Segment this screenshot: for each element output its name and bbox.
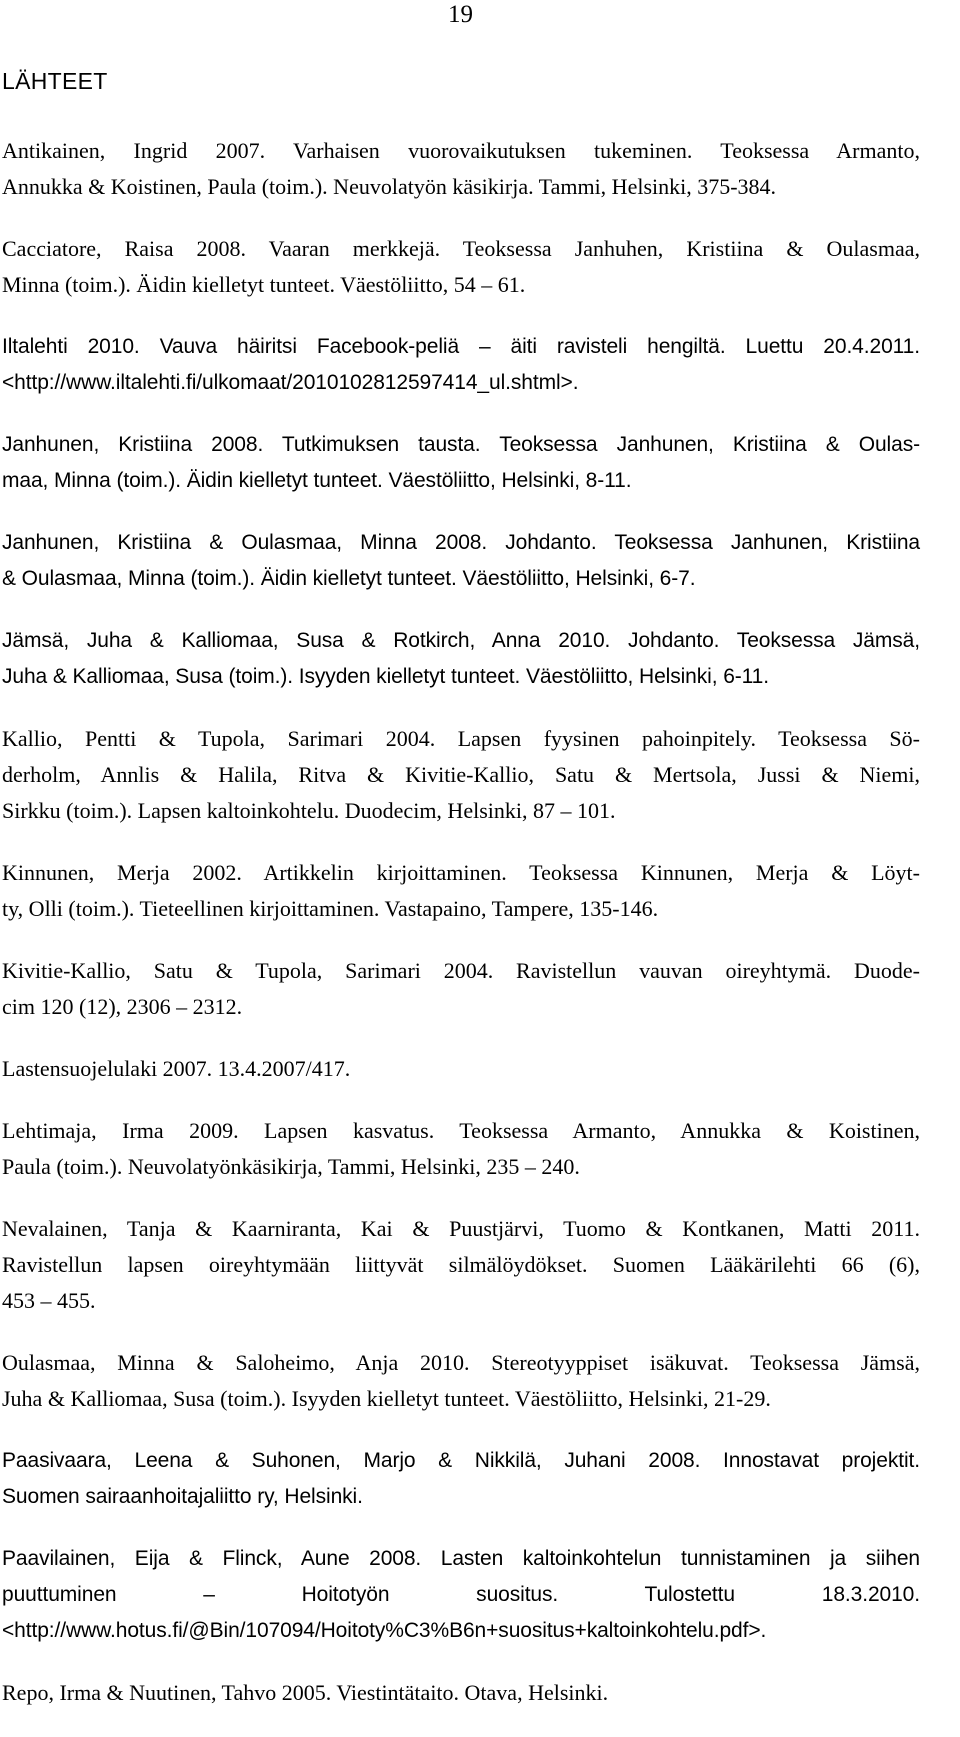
- reference-entry: [2, 623, 920, 695]
- reference-list: [2, 133, 920, 1737]
- reference-entry: [2, 953, 920, 1025]
- reference-line: Paavilainen, Eija & Flinck, Aune 2008. Lasten kaltoinkohtelun tunnistaminen ja siihen: [2, 1547, 920, 1570]
- reference-line: Juha & Kalliomaa, Susa (toim.). Isyyden kielletyt tunteet. Väestöliitto, Helsinki, 21-29.: [2, 1386, 771, 1411]
- reference-line: Antikainen, Ingrid 2007. Varhaisen vuorovaikutuksen tukeminen. Teoksessa Armanto,: [2, 138, 920, 163]
- reference-line: Paula (toim.). Neuvolatyönkäsikirja, Tammi, Helsinki, 235 – 240.: [2, 1154, 580, 1179]
- reference-entry: [2, 1675, 920, 1711]
- section-heading: LÄHTEET: [2, 68, 108, 94]
- reference-line: Lehtimaja, Irma 2009. Lapsen kasvatus. Teoksessa Armanto, Annukka & Koistinen,: [2, 1118, 920, 1143]
- reference-entry: [2, 1211, 920, 1319]
- reference-line: cim 120 (12), 2306 – 2312.: [2, 994, 243, 1019]
- reference-entry: [2, 1541, 920, 1649]
- reference-line: derholm, Annlis & Halila, Ritva & Kivitie-Kallio, Satu & Mertsola, Jussi & Niemi,: [2, 762, 920, 787]
- reference-line: Ravistellun lapsen oireyhtymään liittyvät silmälöydökset. Suomen Lääkärilehti 66 (6),: [2, 1252, 920, 1277]
- reference-line: Janhunen, Kristiina 2008. Tutkimuksen tausta. Teoksessa Janhunen, Kristiina & Oulas-: [2, 433, 920, 456]
- reference-entry: [2, 427, 920, 499]
- page-number: 19: [448, 1, 473, 28]
- reference-line: Sirkku (toim.). Lapsen kaltoinkohtelu. Duodecim, Helsinki, 87 – 101.: [2, 798, 616, 823]
- reference-entry: [2, 525, 920, 597]
- reference-line: Iltalehti 2010. Vauva häiritsi Facebook-peliä – äiti ravisteli hengiltä. Luettu 20.4.2011.: [2, 335, 920, 358]
- reference-entry: [2, 721, 920, 829]
- reference-entry: [2, 1345, 920, 1417]
- reference-entry: [2, 133, 920, 205]
- reference-line: maa, Minna (toim.). Äidin kielletyt tunteet. Väestöliitto, Helsinki, 8-11.: [2, 469, 632, 492]
- reference-line: Cacciatore, Raisa 2008. Vaaran merkkejä. Teoksessa Janhuhen, Kristiina & Oulasmaa,: [2, 236, 920, 261]
- reference-line: Nevalainen, Tanja & Kaarniranta, Kai & Puustjärvi, Tuomo & Kontkanen, Matti 2011.: [2, 1216, 920, 1241]
- reference-line: Annukka & Koistinen, Paula (toim.). Neuvolatyön käsikirja. Tammi, Helsinki, 375-384.: [2, 174, 777, 199]
- reference-line: Lastensuojelulaki 2007. 13.4.2007/417.: [2, 1056, 351, 1081]
- reference-line: Jämsä, Juha & Kalliomaa, Susa & Rotkirch, Anna 2010. Johdanto. Teoksessa Jämsä,: [2, 629, 920, 652]
- reference-line: Oulasmaa, Minna & Saloheimo, Anja 2010. Stereotyyppiset isäkuvat. Teoksessa Jämsä,: [2, 1350, 920, 1375]
- reference-line: & Oulasmaa, Minna (toim.). Äidin kielletyt tunteet. Väestöliitto, Helsinki, 6-7.: [2, 567, 696, 590]
- reference-line: <http://www.iltalehti.fi/ulkomaat/2010102812597414_ul.shtml>.: [2, 371, 579, 394]
- reference-line: Kallio, Pentti & Tupola, Sarimari 2004. Lapsen fyysinen pahoinpitely. Teoksessa Sö-: [2, 726, 920, 751]
- reference-line: Paasivaara, Leena & Suhonen, Marjo & Nikkilä, Juhani 2008. Innostavat projektit.: [2, 1449, 920, 1472]
- reference-entry: [2, 1443, 920, 1515]
- reference-line: Kinnunen, Merja 2002. Artikkelin kirjoittaminen. Teoksessa Kinnunen, Merja & Löyt-: [2, 860, 920, 885]
- reference-line: Suomen sairaanhoitajaliitto ry, Helsinki.: [2, 1485, 363, 1508]
- reference-entry: [2, 855, 920, 927]
- reference-line: <http://www.hotus.fi/@Bin/107094/Hoitoty%C3%B6n+suositus+kaltoinkohtelu.pdf>.: [2, 1619, 767, 1642]
- reference-entry: [2, 1113, 920, 1185]
- reference-line: Juha & Kalliomaa, Susa (toim.). Isyyden kielletyt tunteet. Väestöliitto, Helsinki, 6-11.: [2, 665, 770, 688]
- reference-entry: [2, 1051, 920, 1087]
- reference-line: 453 – 455.: [2, 1288, 96, 1313]
- reference-line: ty, Olli (toim.). Tieteellinen kirjoittaminen. Vastapaino, Tampere, 135-146.: [2, 896, 659, 921]
- reference-line: Repo, Irma & Nuutinen, Tahvo 2005. Viestintätaito. Otava, Helsinki.: [2, 1680, 609, 1705]
- reference-entry: [2, 329, 920, 401]
- reference-entry: [2, 231, 920, 303]
- reference-line: Minna (toim.). Äidin kielletyt tunteet. Väestöliitto, 54 – 61.: [2, 272, 526, 297]
- reference-line: puuttuminen – Hoitotyön suositus. Tulostettu 18.3.2010.: [2, 1583, 920, 1606]
- reference-line: Janhunen, Kristiina & Oulasmaa, Minna 2008. Johdanto. Teoksessa Janhunen, Kristiina: [2, 531, 920, 554]
- reference-line: Kivitie-Kallio, Satu & Tupola, Sarimari 2004. Ravistellun vauvan oireyhtymä. Duode-: [2, 958, 920, 983]
